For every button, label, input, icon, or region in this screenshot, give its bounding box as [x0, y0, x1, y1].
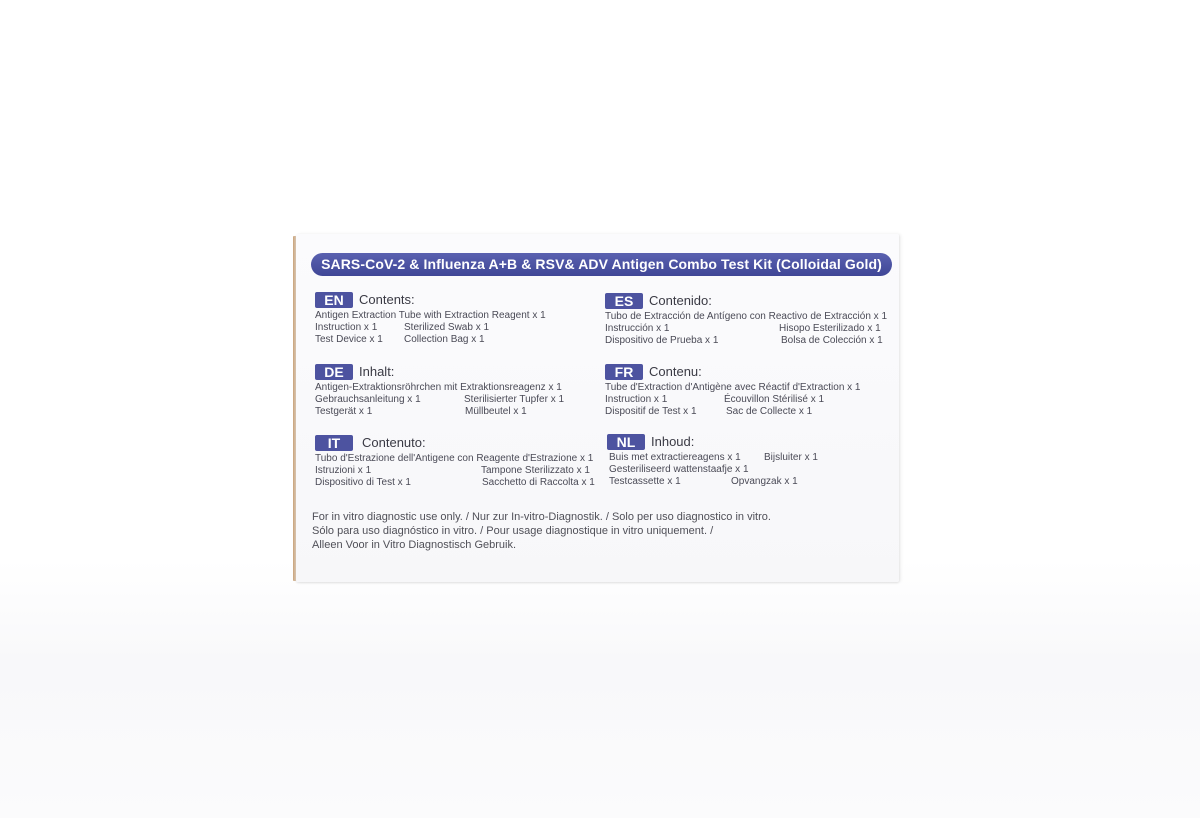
- contents-item: Dispositivo di Test x 1: [315, 477, 411, 488]
- background-floor: [0, 560, 1200, 818]
- contents-item: Gesteriliseerd wattenstaafje x 1: [609, 464, 749, 475]
- kit-title-banner: SARS-CoV-2 & Influenza A+B & RSV& ADV Antigen Combo Test Kit (Colloidal Gold): [311, 253, 892, 276]
- section-title: Contents:: [359, 291, 415, 307]
- section-de: [315, 363, 595, 418]
- contents-line: Antigen-Extraktionsröhrchen mit Extraktionsreagenz x 1: [315, 382, 562, 393]
- section-title: Inhalt:: [359, 363, 395, 379]
- contents-item: Dispositif de Test x 1: [605, 406, 697, 417]
- contents-line: Tube d'Extraction d'Antigène avec Réactif d'Extraction x 1: [605, 382, 861, 393]
- contents-item: Opvangzak x 1: [731, 476, 798, 487]
- section-title: Contenuto:: [362, 434, 426, 450]
- contents-item: Bolsa de Colección x 1: [781, 335, 883, 346]
- contents-item: Instruction x 1: [315, 322, 378, 333]
- contents-item: Collection Bag x 1: [404, 334, 485, 345]
- contents-item: Écouvillon Stérilisé x 1: [724, 394, 825, 405]
- contents-item: Hisopo Esterilizado x 1: [779, 323, 881, 334]
- footer-line: For in vitro diagnostic use only. / Nur zur In-vitro-Diagnostik. / Solo per uso diagnostico in vitro.: [312, 511, 771, 523]
- language-code-badge: IT: [315, 435, 353, 451]
- contents-item: Dispositivo de Prueba x 1: [605, 335, 719, 346]
- contents-item: Instruction x 1: [605, 394, 668, 405]
- contents-item: Tampone Sterilizzato x 1: [481, 465, 590, 476]
- ivd-use-statement: [312, 510, 872, 552]
- footer-line: Sólo para uso diagnóstico in vitro. / Pour usage diagnostique in vitro uniquement. /: [312, 525, 714, 537]
- contents-line: Tubo de Extracción de Antígeno con Reactivo de Extracción x 1: [605, 311, 888, 322]
- contents-line: Tubo d'Estrazione dell'Antigene con Reagente d'Estrazione x 1: [315, 453, 594, 464]
- language-code-badge: DE: [315, 364, 353, 380]
- contents-item: Bijsluiter x 1: [764, 452, 818, 463]
- language-code-badge: FR: [605, 364, 643, 380]
- contents-item: Sacchetto di Raccolta x 1: [482, 477, 595, 488]
- contents-item: Sterilisierter Tupfer x 1: [464, 394, 565, 405]
- contents-line: Antigen Extraction Tube with Extraction Reagent x 1: [315, 310, 546, 321]
- section-title: Inhoud:: [651, 433, 695, 449]
- contents-item: Testcassette x 1: [609, 476, 681, 487]
- section-title: Contenido:: [649, 292, 712, 308]
- section-it: [315, 434, 605, 489]
- contents-item: Instrucción x 1: [605, 323, 670, 334]
- contents-item: Müllbeutel x 1: [465, 406, 527, 417]
- contents-item: Gebrauchsanleitung x 1: [315, 394, 421, 405]
- contents-item: Buis met extractiereagens x 1: [609, 452, 741, 463]
- contents-item: Test Device x 1: [315, 334, 383, 345]
- language-code-badge: ES: [605, 293, 643, 309]
- contents-item: Istruzioni x 1: [315, 465, 372, 476]
- section-nl: [607, 433, 887, 488]
- contents-item: Sterilized Swab x 1: [404, 322, 490, 333]
- section-title: Contenu:: [649, 363, 702, 379]
- contents-item: Sac de Collecte x 1: [726, 406, 813, 417]
- footer-line: Alleen Voor in Vitro Diagnostisch Gebruik.: [312, 539, 517, 551]
- section-fr: [605, 363, 895, 418]
- language-code-badge: NL: [607, 434, 645, 450]
- language-code-badge: EN: [315, 292, 353, 308]
- contents-item: Testgerät x 1: [315, 406, 373, 417]
- section-en: [315, 291, 595, 346]
- section-es: [605, 292, 895, 347]
